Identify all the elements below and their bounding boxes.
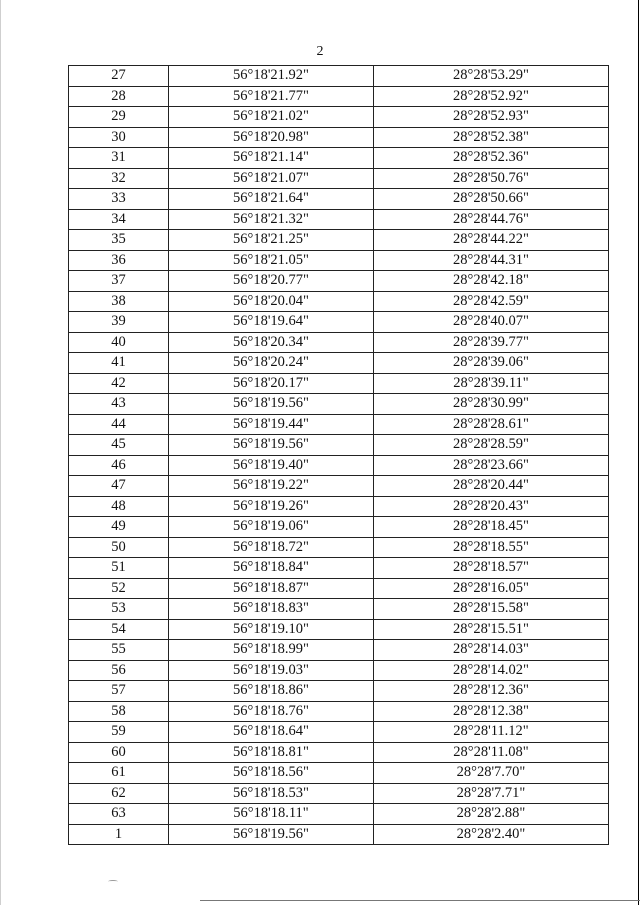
point-number-cell: 38 <box>69 291 169 312</box>
table-row <box>69 414 609 435</box>
table-row <box>69 558 609 579</box>
table-row <box>69 537 609 558</box>
longitude-cell: 28°28'42.59" <box>374 291 609 312</box>
latitude-cell: 56°18'18.11" <box>169 804 374 825</box>
table-row <box>69 291 609 312</box>
point-number-cell: 56 <box>69 660 169 681</box>
longitude-cell: 28°28'2.88" <box>374 804 609 825</box>
latitude-cell: 56°18'21.02" <box>169 107 374 128</box>
point-number-cell: 50 <box>69 537 169 558</box>
point-number-cell: 32 <box>69 168 169 189</box>
point-number-cell: 58 <box>69 701 169 722</box>
longitude-cell: 28°28'20.44" <box>374 476 609 497</box>
latitude-cell: 56°18'19.56" <box>169 394 374 415</box>
point-number-cell: 54 <box>69 619 169 640</box>
longitude-cell: 28°28'14.02" <box>374 660 609 681</box>
table-row <box>69 804 609 825</box>
longitude-cell: 28°28'18.55" <box>374 537 609 558</box>
longitude-cell: 28°28'18.45" <box>374 517 609 538</box>
latitude-cell: 56°18'19.44" <box>169 414 374 435</box>
longitude-cell: 28°28'39.77" <box>374 332 609 353</box>
page-number: 2 <box>316 44 324 59</box>
table-row <box>69 107 609 128</box>
latitude-cell: 56°18'20.17" <box>169 373 374 394</box>
point-number-cell: 37 <box>69 271 169 292</box>
latitude-cell: 56°18'21.25" <box>169 230 374 251</box>
point-number-cell: 39 <box>69 312 169 333</box>
point-number-cell: 31 <box>69 148 169 169</box>
point-number-cell: 48 <box>69 496 169 517</box>
longitude-cell: 28°28'7.70" <box>374 763 609 784</box>
longitude-cell: 28°28'52.38" <box>374 127 609 148</box>
longitude-cell: 28°28'30.99" <box>374 394 609 415</box>
table-row <box>69 824 609 845</box>
point-number-cell: 41 <box>69 353 169 374</box>
longitude-cell: 28°28'15.51" <box>374 619 609 640</box>
table-row <box>69 701 609 722</box>
table-row <box>69 619 609 640</box>
point-number-cell: 33 <box>69 189 169 210</box>
longitude-cell: 28°28'11.12" <box>374 722 609 743</box>
point-number-cell: 51 <box>69 558 169 579</box>
latitude-cell: 56°18'21.05" <box>169 250 374 271</box>
point-number-cell: 40 <box>69 332 169 353</box>
point-number-cell: 30 <box>69 127 169 148</box>
coordinates-table <box>68 65 609 845</box>
longitude-cell: 28°28'53.29" <box>374 66 609 87</box>
table-row <box>69 435 609 456</box>
longitude-cell: 28°28'39.11" <box>374 373 609 394</box>
longitude-cell: 28°28'28.59" <box>374 435 609 456</box>
point-number-cell: 44 <box>69 414 169 435</box>
longitude-cell: 28°28'52.92" <box>374 86 609 107</box>
latitude-cell: 56°18'21.64" <box>169 189 374 210</box>
point-number-cell: 49 <box>69 517 169 538</box>
table-row <box>69 250 609 271</box>
point-number-cell: 1 <box>69 824 169 845</box>
table-row <box>69 168 609 189</box>
point-number-cell: 52 <box>69 578 169 599</box>
table-row <box>69 148 609 169</box>
table-row <box>69 332 609 353</box>
longitude-cell: 28°28'42.18" <box>374 271 609 292</box>
scan-edge-left <box>0 0 1 905</box>
longitude-cell: 28°28'39.06" <box>374 353 609 374</box>
latitude-cell: 56°18'20.34" <box>169 332 374 353</box>
latitude-cell: 56°18'21.92" <box>169 66 374 87</box>
table-row <box>69 517 609 538</box>
point-number-cell: 62 <box>69 783 169 804</box>
point-number-cell: 27 <box>69 66 169 87</box>
table-row <box>69 209 609 230</box>
point-number-cell: 46 <box>69 455 169 476</box>
latitude-cell: 56°18'18.87" <box>169 578 374 599</box>
latitude-cell: 56°18'19.56" <box>169 824 374 845</box>
latitude-cell: 56°18'20.24" <box>169 353 374 374</box>
coordinates-table-body <box>69 66 609 845</box>
longitude-cell: 28°28'44.31" <box>374 250 609 271</box>
table-row <box>69 476 609 497</box>
latitude-cell: 56°18'19.26" <box>169 496 374 517</box>
latitude-cell: 56°18'21.32" <box>169 209 374 230</box>
latitude-cell: 56°18'19.03" <box>169 660 374 681</box>
scan-mark <box>108 880 118 883</box>
longitude-cell: 28°28'50.66" <box>374 189 609 210</box>
longitude-cell: 28°28'12.36" <box>374 681 609 702</box>
table-row <box>69 640 609 661</box>
latitude-cell: 56°18'20.77" <box>169 271 374 292</box>
table-row <box>69 86 609 107</box>
bottom-rule <box>200 900 640 901</box>
table-row <box>69 353 609 374</box>
latitude-cell: 56°18'19.06" <box>169 517 374 538</box>
table-row <box>69 127 609 148</box>
latitude-cell: 56°18'18.99" <box>169 640 374 661</box>
longitude-cell: 28°28'40.07" <box>374 312 609 333</box>
table-row <box>69 681 609 702</box>
latitude-cell: 56°18'20.04" <box>169 291 374 312</box>
table-row <box>69 271 609 292</box>
longitude-cell: 28°28'2.40" <box>374 824 609 845</box>
latitude-cell: 56°18'18.83" <box>169 599 374 620</box>
latitude-cell: 56°18'21.77" <box>169 86 374 107</box>
table-row <box>69 660 609 681</box>
longitude-cell: 28°28'15.58" <box>374 599 609 620</box>
latitude-cell: 56°18'19.64" <box>169 312 374 333</box>
longitude-cell: 28°28'14.03" <box>374 640 609 661</box>
point-number-cell: 63 <box>69 804 169 825</box>
table-row <box>69 783 609 804</box>
point-number-cell: 34 <box>69 209 169 230</box>
table-row <box>69 66 609 87</box>
longitude-cell: 28°28'50.76" <box>374 168 609 189</box>
table-row <box>69 722 609 743</box>
latitude-cell: 56°18'18.53" <box>169 783 374 804</box>
longitude-cell: 28°28'52.36" <box>374 148 609 169</box>
table-row <box>69 230 609 251</box>
latitude-cell: 56°18'20.98" <box>169 127 374 148</box>
point-number-cell: 45 <box>69 435 169 456</box>
point-number-cell: 36 <box>69 250 169 271</box>
table-row <box>69 578 609 599</box>
table-row <box>69 394 609 415</box>
point-number-cell: 59 <box>69 722 169 743</box>
longitude-cell: 28°28'23.66" <box>374 455 609 476</box>
table-row <box>69 455 609 476</box>
longitude-cell: 28°28'44.22" <box>374 230 609 251</box>
longitude-cell: 28°28'12.38" <box>374 701 609 722</box>
longitude-cell: 28°28'52.93" <box>374 107 609 128</box>
table-row <box>69 189 609 210</box>
latitude-cell: 56°18'19.56" <box>169 435 374 456</box>
point-number-cell: 43 <box>69 394 169 415</box>
point-number-cell: 53 <box>69 599 169 620</box>
point-number-cell: 55 <box>69 640 169 661</box>
point-number-cell: 47 <box>69 476 169 497</box>
point-number-cell: 60 <box>69 742 169 763</box>
table-row <box>69 312 609 333</box>
table-row <box>69 599 609 620</box>
scan-edge-right <box>638 0 639 905</box>
latitude-cell: 56°18'21.07" <box>169 168 374 189</box>
point-number-cell: 28 <box>69 86 169 107</box>
table-row <box>69 742 609 763</box>
point-number-cell: 42 <box>69 373 169 394</box>
point-number-cell: 57 <box>69 681 169 702</box>
longitude-cell: 28°28'7.71" <box>374 783 609 804</box>
latitude-cell: 56°18'18.81" <box>169 742 374 763</box>
table-row <box>69 373 609 394</box>
latitude-cell: 56°18'18.56" <box>169 763 374 784</box>
point-number-cell: 29 <box>69 107 169 128</box>
latitude-cell: 56°18'19.22" <box>169 476 374 497</box>
longitude-cell: 28°28'18.57" <box>374 558 609 579</box>
latitude-cell: 56°18'18.64" <box>169 722 374 743</box>
latitude-cell: 56°18'19.40" <box>169 455 374 476</box>
table-row <box>69 763 609 784</box>
longitude-cell: 28°28'28.61" <box>374 414 609 435</box>
latitude-cell: 56°18'21.14" <box>169 148 374 169</box>
longitude-cell: 28°28'16.05" <box>374 578 609 599</box>
latitude-cell: 56°18'18.84" <box>169 558 374 579</box>
longitude-cell: 28°28'44.76" <box>374 209 609 230</box>
point-number-cell: 35 <box>69 230 169 251</box>
latitude-cell: 56°18'18.76" <box>169 701 374 722</box>
latitude-cell: 56°18'18.86" <box>169 681 374 702</box>
latitude-cell: 56°18'19.10" <box>169 619 374 640</box>
longitude-cell: 28°28'20.43" <box>374 496 609 517</box>
point-number-cell: 61 <box>69 763 169 784</box>
table-row <box>69 496 609 517</box>
latitude-cell: 56°18'18.72" <box>169 537 374 558</box>
longitude-cell: 28°28'11.08" <box>374 742 609 763</box>
